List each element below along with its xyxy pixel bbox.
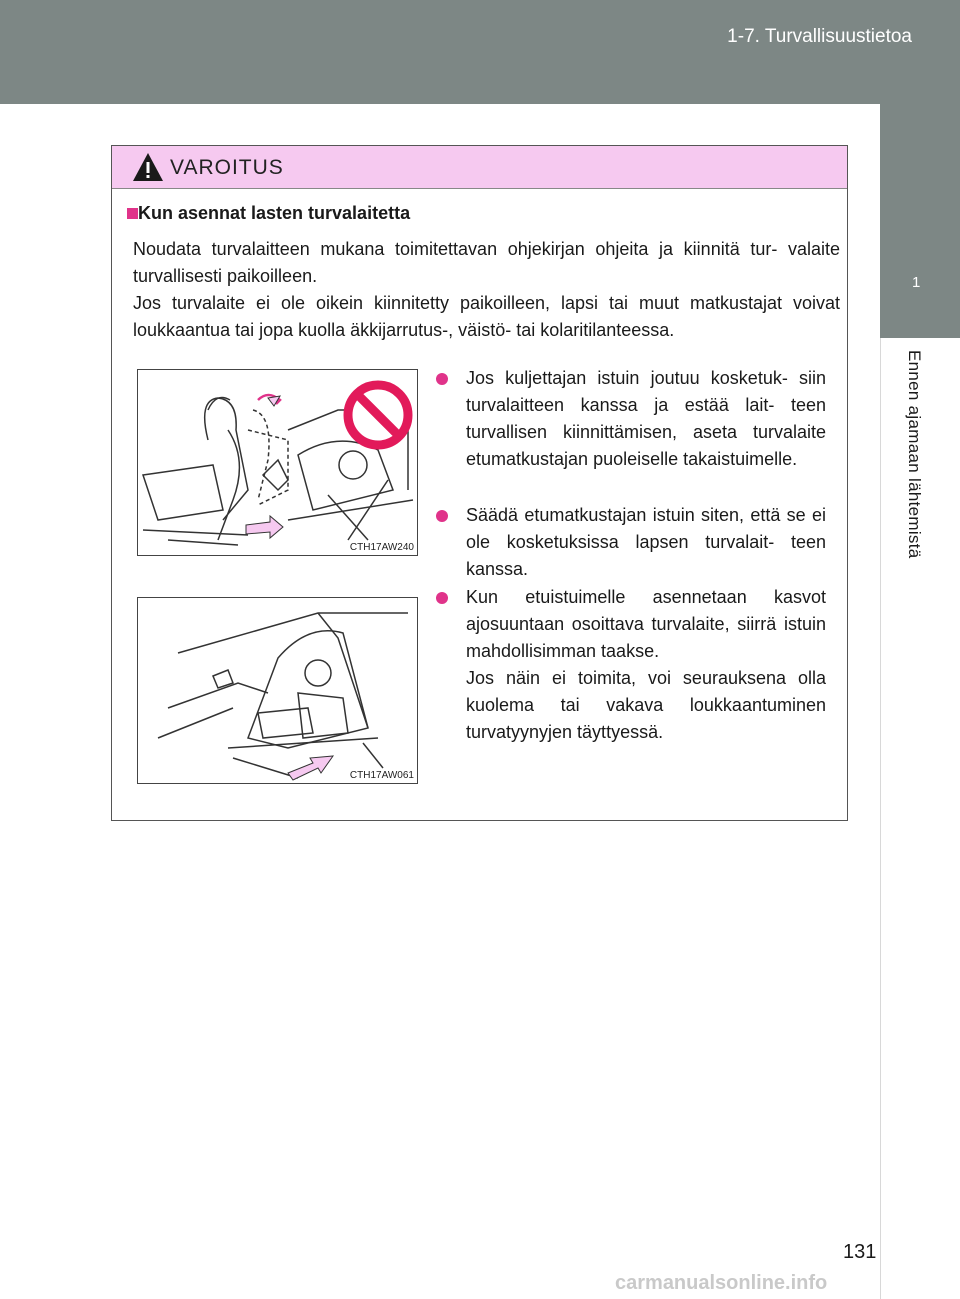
chapter-number: 1 (912, 274, 921, 291)
chapter-tab (880, 104, 960, 338)
figure-seat-contact (137, 369, 418, 556)
bullet-2: Säädä etumatkustajan istuin siten, että se ei ole kosketuksissa lapsen turvalait- teen kanssa. (466, 505, 826, 579)
warning-triangle-icon (132, 152, 164, 182)
page-number: 131 (843, 1241, 877, 1263)
bullet-dot-icon (436, 373, 448, 385)
warning-box (111, 145, 848, 821)
section-title: 1-7. Turvallisuustietoa (727, 26, 912, 47)
warning-subtitle: Kun asennat lasten turvalaitetta (138, 203, 411, 223)
paragraph-1: Noudata turvalaitteen mukana toimitettavan ohjekirjan ohjeita ja kiinnitä tur- valaite turvallisesti paikoilleen. (133, 239, 840, 286)
warning-title: VAROITUS (170, 156, 284, 179)
header-bar (0, 0, 960, 104)
warning-header (112, 146, 847, 189)
square-bullet-icon (127, 208, 138, 219)
chapter-title: Ennen ajamaan lähtemistä (905, 350, 924, 559)
figure-code: CTH17AW061 (349, 770, 414, 781)
watermark: carmanualsonline.info (615, 1272, 828, 1294)
bullet-1: Jos kuljettajan istuin joutuu kosketuk- siin turvalaitteen kanssa ja estää lait- teen turvallisen kiinnittämisen, aseta turvalaite etumatkustajan puoleiselle takaistuimelle. (466, 368, 826, 469)
bullet-dot-icon (436, 510, 448, 522)
figure-forward-seat (137, 597, 418, 784)
forward-seat-illustration (138, 598, 417, 783)
seat-contact-illustration (138, 370, 417, 555)
figure-code: CTH17AW240 (349, 542, 414, 553)
paragraph-2: Jos turvalaite ei ole oikein kiinnitetty paikoilleen, lapsi tai muut matkustajat voivat loukkaantua tai jopa kuolla äkkijarrutus-, väistö- tai kolaritilanteessa. (133, 293, 840, 340)
bullet-3: Kun etuistuimelle asennetaan kasvot ajosuuntaan osoittava turvalaite, siirrä istuin mahdollisimman taakse. (466, 587, 826, 661)
bullet-dot-icon (436, 592, 448, 604)
bullet-3-extra: Jos näin ei toimita, voi seurauksena olla kuolema tai vakava loukkaantuminen turvatyynyjen täyttyessä. (466, 668, 826, 742)
